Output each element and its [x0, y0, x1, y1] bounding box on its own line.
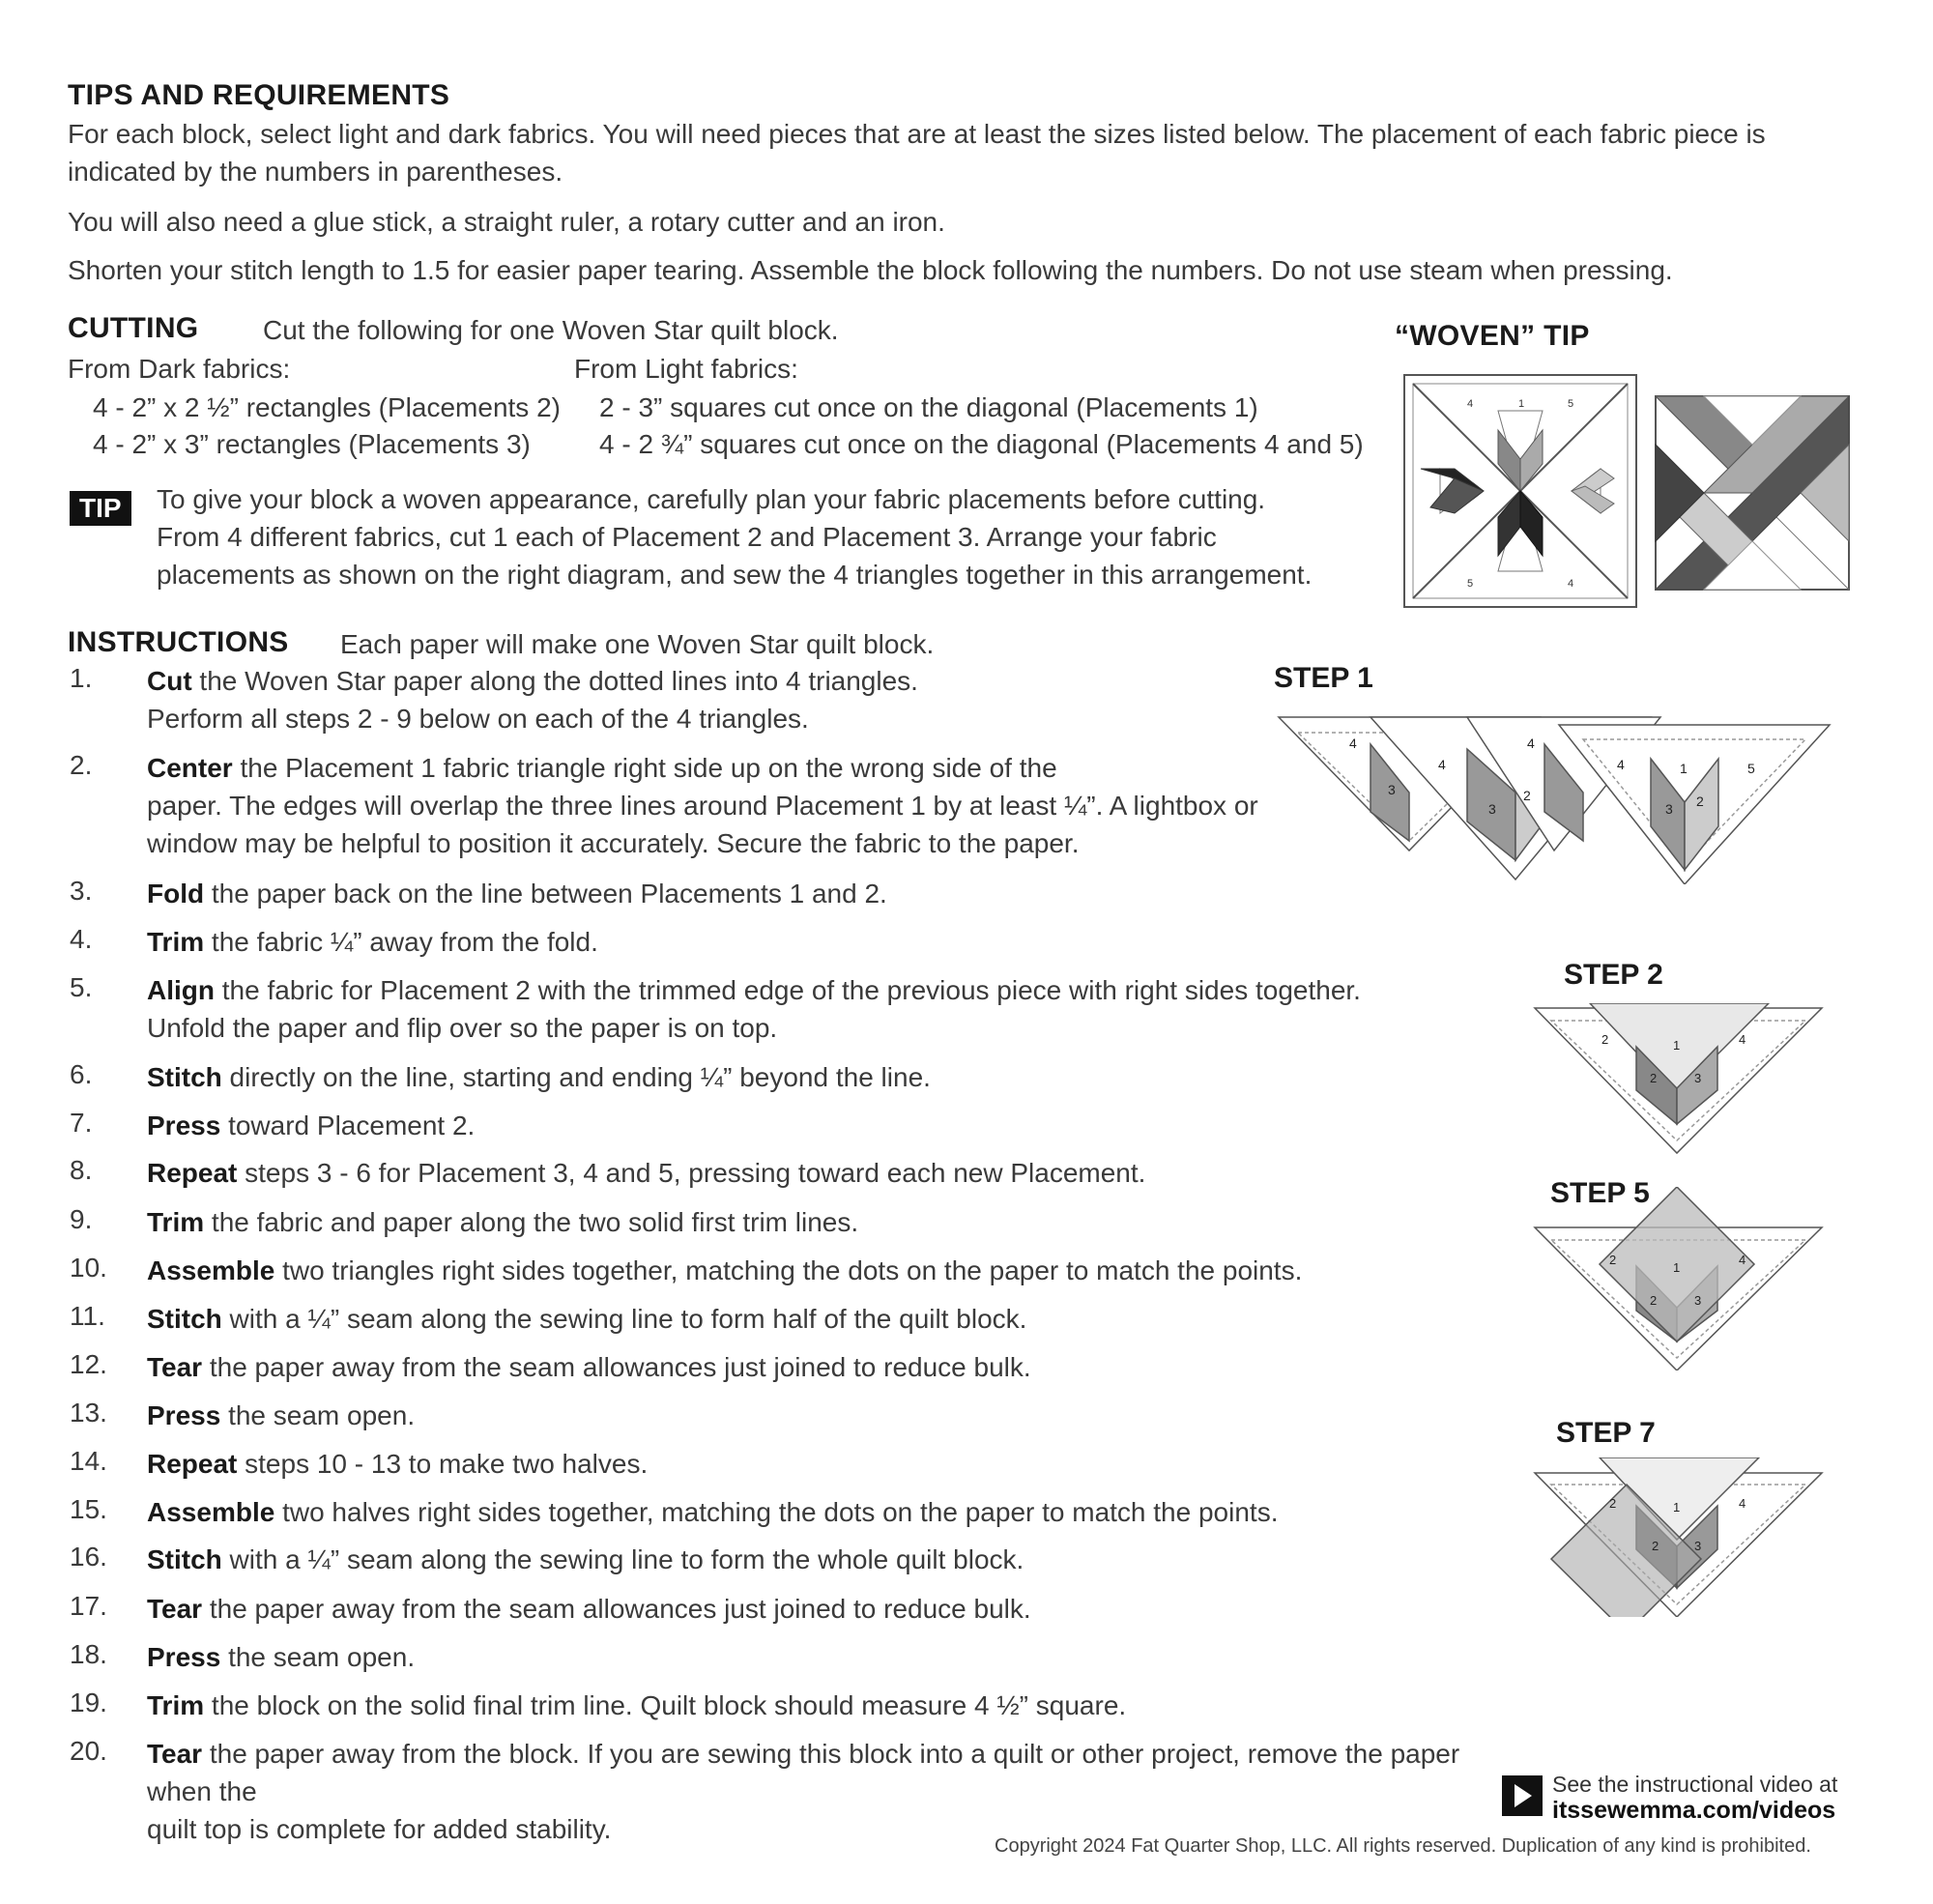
step-number: 5. [70, 972, 93, 1002]
step-1-label: STEP 1 [1274, 662, 1373, 694]
step-rest: the paper away from the block. If you are sewing this block into a quilt or other project, remove the paper when the [147, 1739, 1460, 1806]
step-rest: the fabric and paper along the two solid first trim lines. [204, 1207, 859, 1237]
step-text [147, 1058, 1481, 1096]
s7-number-3: 3 [1694, 1539, 1702, 1553]
step-text [147, 1397, 1481, 1434]
s7-number-1: 1 [1673, 1500, 1681, 1515]
step-rest: the Placement 1 fabric triangle right side up on the wrong side of the [232, 753, 1057, 783]
step-verb: Press [147, 1111, 221, 1140]
step-number: 14. [70, 1446, 107, 1476]
step-text [147, 1687, 1481, 1724]
step-rest: steps 3 - 6 for Placement 3, 4 and 5, pressing toward each new Placement. [237, 1158, 1146, 1188]
step-number: 7. [70, 1108, 93, 1138]
step-number: 20. [70, 1736, 107, 1766]
step-verb: Repeat [147, 1158, 238, 1188]
step-number: 9. [70, 1204, 93, 1234]
step-verb: Center [147, 753, 233, 783]
s1-number-1: 1 [1680, 761, 1688, 776]
step-5-label: STEP 5 [1550, 1177, 1650, 1209]
step-text [147, 1590, 1481, 1628]
step-number: 10. [70, 1253, 107, 1283]
tip-line-2: From 4 different fabrics, cut 1 each of Placement 2 and Placement 3. Arrange your fabric [157, 522, 1217, 552]
s1-number-2a: 2 [1523, 788, 1531, 803]
diagram-number-5: 5 [1568, 398, 1574, 410]
s5-number-2: 2 [1609, 1253, 1617, 1267]
step-verb: Stitch [147, 1544, 222, 1574]
step-number: 16. [70, 1542, 107, 1572]
step-verb: Cut [147, 666, 192, 696]
step-text [147, 1348, 1481, 1386]
step-number: 4. [70, 924, 93, 954]
s7-number-4: 4 [1739, 1496, 1746, 1511]
diagram-number-4: 4 [1467, 398, 1474, 410]
s5-number-1: 1 [1673, 1260, 1681, 1275]
tips-paragraph-3: Shorten your stitch length to 1.5 for easier paper tearing. Assemble the block following the numbers. Do not use steam when pressing. [68, 255, 1673, 285]
step-verb: Press [147, 1400, 221, 1430]
step-number: 15. [70, 1494, 107, 1524]
s1-number-4d: 4 [1617, 757, 1625, 772]
s2-number-2: 2 [1601, 1032, 1609, 1047]
step-text [147, 1154, 1481, 1192]
step-verb: Align [147, 975, 215, 1005]
step-number: 8. [70, 1155, 93, 1185]
step-verb: Assemble [147, 1255, 275, 1285]
dark-item-1: 4 - 2” x 2 ½” rectangles (Placements 2) [93, 392, 561, 422]
step-rest: the seam open. [220, 1400, 416, 1430]
woven-tip-diagram [1401, 372, 1856, 614]
step-rest: the block on the solid final trim line. Quilt block should measure 4 ½” square. [204, 1690, 1127, 1720]
paper-pattern-block [1404, 375, 1636, 607]
step-text [147, 1541, 1481, 1578]
diagram-number-1: 1 [1518, 398, 1525, 410]
step-rest: the fabric ¼” away from the fold. [204, 927, 598, 957]
step-rest: directly on the line, starting and ending ¼” beyond the line. [221, 1062, 931, 1092]
s5-number-2b: 2 [1650, 1293, 1658, 1308]
step-rest: the fabric for Placement 2 with the trimmed edge of the previous piece with right sides together. [215, 975, 1361, 1005]
step-verb: Stitch [147, 1062, 222, 1092]
step-number: 1. [70, 663, 93, 693]
step-2-diagram [1532, 1003, 1827, 1158]
video-caption: See the instructional video at [1552, 1772, 1838, 1797]
step-verb: Tear [147, 1739, 203, 1769]
step-continuation: Perform all steps 2 - 9 below on each of the 4 triangles. [147, 704, 809, 734]
step-7-diagram [1532, 1457, 1827, 1617]
tip-line-3: placements as shown on the right diagram, and sew the 4 triangles together in this arrangement. [157, 560, 1313, 590]
s1-number-3a: 3 [1388, 782, 1396, 797]
step-text [147, 1203, 1481, 1241]
step-continuation: window may be helpful to position it accurately. Secure the fabric to the paper. [147, 828, 1080, 858]
step-text [147, 1300, 1481, 1338]
step-text [147, 923, 1481, 961]
diagram-number-5b: 5 [1467, 578, 1474, 590]
step-rest: steps 10 - 13 to make two halves. [237, 1449, 649, 1479]
step-rest: with a ¼” seam along the sewing line to form half of the quilt block. [221, 1304, 1027, 1334]
woven-block-preview [1656, 396, 1849, 590]
step-rest: two triangles right sides together, matching the dots on the paper to match the points. [274, 1255, 1303, 1285]
s1-number-3c: 3 [1665, 801, 1673, 817]
step-rest: the paper away from the seam allowances just joined to reduce bulk. [202, 1594, 1031, 1624]
cutting-heading: CUTTING [68, 312, 199, 344]
step-rest: toward Placement 2. [220, 1111, 476, 1140]
tip-line-1: To give your block a woven appearance, carefully plan your fabric placements before cutting. [157, 484, 1266, 514]
step-verb: Press [147, 1642, 221, 1672]
step-number: 3. [70, 876, 93, 906]
step-continuation: paper. The edges will overlap the three lines around Placement 1 by at least ¼”. A lightbox or [147, 791, 1258, 821]
step-number: 13. [70, 1398, 107, 1428]
step-number: 6. [70, 1059, 93, 1089]
play-icon[interactable] [1502, 1775, 1543, 1816]
step-rest: the paper back on the line between Placements 1 and 2. [204, 879, 887, 909]
step-2-label: STEP 2 [1564, 959, 1663, 991]
s7-number-2: 2 [1609, 1496, 1617, 1511]
s5-number-3: 3 [1694, 1293, 1702, 1308]
step-number: 11. [70, 1301, 105, 1331]
video-link[interactable]: itssewemma.com/videos [1552, 1797, 1836, 1824]
s1-number-2b: 2 [1696, 793, 1704, 809]
step-rest: the seam open. [220, 1642, 416, 1672]
step-verb: Stitch [147, 1304, 222, 1334]
step-rest: with a ¼” seam along the sewing line to form the whole quilt block. [221, 1544, 1024, 1574]
woven-tip-heading: “WOVEN” TIP [1395, 320, 1590, 352]
step-verb: Trim [147, 1690, 205, 1720]
step-text [147, 1445, 1481, 1483]
tips-paragraph-2: You will also need a glue stick, a straight ruler, a rotary cutter and an iron. [68, 207, 945, 237]
step-text [147, 971, 1481, 1047]
s1-number-4a: 4 [1349, 736, 1357, 751]
step-text [147, 1107, 1481, 1144]
dark-fabrics-title: From Dark fabrics: [68, 354, 291, 384]
step-1-diagram [1274, 706, 1834, 884]
step-5-diagram [1532, 1187, 1827, 1370]
step-continuation: Unfold the paper and flip over so the paper is on top. [147, 1013, 778, 1043]
instructions-heading: INSTRUCTIONS [68, 626, 289, 658]
tips-heading: TIPS AND REQUIREMENTS [68, 79, 450, 111]
s1-number-5: 5 [1747, 761, 1755, 776]
s2-number-2b: 2 [1650, 1071, 1658, 1085]
s1-number-4b: 4 [1438, 757, 1446, 772]
step-rest: the Woven Star paper along the dotted lines into 4 triangles. [191, 666, 918, 696]
instructions-intro: Each paper will make one Woven Star quilt block. [340, 629, 935, 659]
dark-item-2: 4 - 2” x 3” rectangles (Placements 3) [93, 429, 531, 459]
step-text [147, 1735, 1481, 1848]
step-number: 19. [70, 1688, 107, 1717]
s1-number-3b: 3 [1488, 801, 1496, 817]
step-number: 17. [70, 1591, 107, 1621]
tips-paragraph-1: For each block, select light and dark fabrics. You will need pieces that are at least the sizes listed below. The placement of each fabric piece is indicated by the numbers in parentheses. [68, 119, 1766, 187]
s2-number-1: 1 [1673, 1038, 1681, 1053]
s5-number-4: 4 [1739, 1253, 1746, 1267]
light-item-1: 2 - 3” squares cut once on the diagonal (Placements 1) [599, 392, 1258, 422]
copyright-notice: Copyright 2024 Fat Quarter Shop, LLC. All rights reserved. Duplication of any kind is prohibited. [995, 1835, 1811, 1857]
step-number: 12. [70, 1349, 107, 1379]
step-text [147, 1252, 1481, 1289]
s1-number-4c: 4 [1527, 736, 1535, 751]
step-number: 18. [70, 1639, 107, 1669]
step-number: 2. [70, 750, 93, 780]
step-verb: Trim [147, 927, 205, 957]
cutting-intro: Cut the following for one Woven Star quilt block. [263, 315, 839, 345]
step-verb: Tear [147, 1352, 203, 1382]
step-text [147, 1638, 1481, 1676]
diagram-number-4b: 4 [1568, 578, 1574, 590]
light-item-2: 4 - 2 ¾” squares cut once on the diagonal (Placements 4 and 5) [599, 429, 1364, 459]
s7-number-2b: 2 [1652, 1539, 1659, 1553]
step-rest: the paper away from the seam allowances just joined to reduce bulk. [202, 1352, 1031, 1382]
step-rest: two halves right sides together, matching the dots on the paper to match the points. [274, 1497, 1279, 1527]
light-fabrics-title: From Light fabrics: [574, 354, 798, 384]
step-verb: Trim [147, 1207, 205, 1237]
step-7-label: STEP 7 [1556, 1417, 1656, 1449]
step-verb: Assemble [147, 1497, 275, 1527]
s2-number-4: 4 [1739, 1032, 1746, 1047]
step-verb: Tear [147, 1594, 203, 1624]
step-continuation: quilt top is complete for added stability. [147, 1814, 612, 1844]
step-text [147, 1493, 1481, 1531]
step-verb: Fold [147, 879, 205, 909]
s2-number-3: 3 [1694, 1071, 1702, 1085]
step-verb: Repeat [147, 1449, 238, 1479]
tip-badge: TIP [70, 491, 131, 526]
